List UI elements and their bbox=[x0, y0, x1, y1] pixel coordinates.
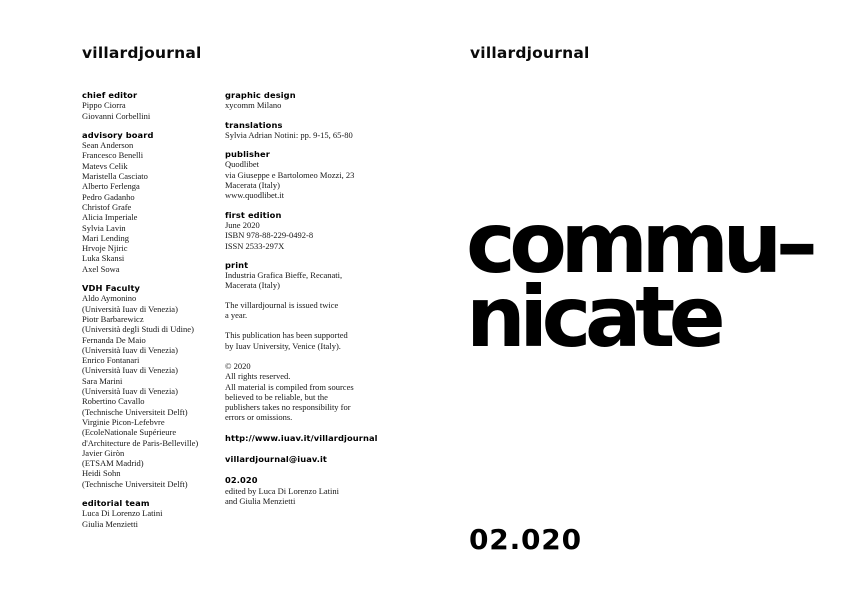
section-first-edition bbox=[225, 210, 403, 251]
support-note bbox=[225, 330, 403, 351]
section-lines bbox=[225, 270, 403, 291]
issue-title-line-2: nicate bbox=[466, 268, 720, 366]
text-line: Francesco Benelli bbox=[82, 150, 144, 161]
text-line: Pedro Gadanho bbox=[82, 191, 135, 202]
section-heading: translations bbox=[225, 119, 283, 130]
text-line: Christof Grafe bbox=[82, 201, 132, 212]
text-line: (Università Iuav di Venezia) bbox=[82, 386, 178, 397]
text-line: Giovanni Corbellini bbox=[82, 110, 151, 121]
text-line: edited by Luca Di Lorenzo Latini bbox=[225, 485, 339, 496]
section-publisher bbox=[225, 149, 403, 200]
right-page-brand-wordmark: villardjournal bbox=[470, 44, 590, 62]
section-lines bbox=[82, 100, 224, 121]
section-heading: chief editor bbox=[82, 90, 138, 100]
left-page-brand-wordmark: villardjournal bbox=[82, 44, 202, 62]
text-line: (Università degli Studi di Udine) bbox=[82, 324, 194, 335]
section-lines bbox=[82, 508, 224, 529]
text-line: (Università Iuav di Venezia) bbox=[82, 365, 178, 376]
text-line: (EcoleNationale Supérieure bbox=[82, 427, 177, 438]
text-line: Fernanda De Maio bbox=[82, 334, 146, 345]
text-line: Matevs Celik bbox=[82, 160, 128, 171]
section-heading: publisher bbox=[225, 149, 270, 160]
issue-number: 02.020 bbox=[469, 523, 582, 556]
section-lines bbox=[225, 100, 403, 110]
section-heading: first edition bbox=[225, 209, 282, 220]
section-lines bbox=[225, 159, 403, 200]
text-line: Industria Grafica Bieffe, Recanati, bbox=[225, 270, 343, 281]
issue-title bbox=[466, 194, 812, 366]
text-line: Pippo Ciorra bbox=[82, 100, 126, 111]
text-line: Quodlibet bbox=[225, 159, 259, 170]
text-line: Javier Giròn bbox=[82, 447, 125, 458]
text-line: Mari Lending bbox=[82, 232, 129, 243]
text-line: Virginie Picon-Lefebvre bbox=[82, 416, 165, 427]
issue-label: 02.020 bbox=[225, 475, 258, 486]
section-lines bbox=[82, 140, 224, 274]
text-line: by Iuav University, Venice (Italy). bbox=[225, 340, 341, 351]
text-line: (Università Iuav di Venezia) bbox=[82, 344, 178, 355]
text-line: (Università Iuav di Venezia) bbox=[82, 303, 178, 314]
text-line: All rights reserved. bbox=[225, 371, 291, 382]
text-line: a year. bbox=[225, 310, 248, 321]
text-line: Macerata (Italy) bbox=[225, 280, 280, 291]
section-print bbox=[225, 260, 403, 291]
text-line: Sara Marini bbox=[82, 375, 123, 386]
section-lines bbox=[82, 293, 224, 489]
text-line: believed to be reliable, but the bbox=[225, 391, 328, 402]
section-chief-editor bbox=[82, 90, 224, 121]
text-line: This publication has been supported bbox=[225, 330, 348, 341]
section-heading: advisory board bbox=[82, 129, 154, 140]
section-translations bbox=[225, 120, 403, 141]
text-line: Giulia Menzietti bbox=[82, 518, 138, 529]
text-line: ISBN 978-88-229-0492-8 bbox=[225, 230, 314, 241]
text-line: publishers takes no responsibility for bbox=[225, 402, 351, 413]
journal-email: villardjournal@iuav.it bbox=[225, 454, 328, 465]
text-line: June 2020 bbox=[225, 219, 260, 230]
text-line: The villardjournal is issued twice bbox=[225, 299, 339, 310]
text-line: d'Architecture de Paris-Belleville) bbox=[82, 437, 199, 448]
issue-title-line-1: commu– bbox=[466, 194, 812, 292]
section-heading: editorial team bbox=[82, 497, 150, 508]
text-line: Enrico Fontanari bbox=[82, 355, 140, 366]
text-line: www.quodlibet.it bbox=[225, 190, 284, 201]
section-lines bbox=[225, 220, 403, 251]
text-line: Macerata (Italy) bbox=[225, 180, 280, 191]
text-line: Sean Anderson bbox=[82, 140, 134, 151]
text-line: Maristella Casciato bbox=[82, 171, 148, 182]
text-line: Sylvia Adrian Notini: pp. 9-15, 65-80 bbox=[225, 129, 353, 140]
section-heading: VDH Faculty bbox=[82, 283, 141, 294]
text-line: Luka Skansi bbox=[82, 253, 125, 264]
section-heading: graphic design bbox=[225, 90, 296, 100]
text-line: Sylvia Lavin bbox=[82, 222, 126, 233]
text-line: Aldo Aymonino bbox=[82, 293, 137, 304]
text-line: via Giuseppe e Bartolomeo Mozzi, 23 bbox=[225, 169, 355, 180]
section-heading: print bbox=[225, 259, 249, 270]
text-line: and Giulia Menzietti bbox=[225, 495, 296, 506]
text-line: (ETSAM Madrid) bbox=[82, 458, 144, 469]
text-line: Luca Di Lorenzo Latini bbox=[82, 508, 163, 519]
text-line: xycomm Milano bbox=[225, 100, 282, 111]
text-line: Heidi Sohn bbox=[82, 468, 121, 479]
text-line: (Technische Universiteit Delft) bbox=[82, 406, 188, 417]
text-line: ISSN 2533-297X bbox=[225, 240, 285, 251]
text-line: Hrvoje Njiric bbox=[82, 243, 128, 254]
journal-website-url: http://www.iuav.it/villardjournal bbox=[225, 432, 378, 443]
text-line: Piotr Barbarewicz bbox=[82, 313, 144, 324]
section-issue-credits bbox=[225, 475, 403, 506]
text-line: Axel Sowa bbox=[82, 263, 120, 274]
text-line: (Technische Universiteit Delft) bbox=[82, 478, 188, 489]
text-line: Alicia Imperiale bbox=[82, 212, 138, 223]
text-line: All material is compiled from sources bbox=[225, 381, 354, 392]
credits-column bbox=[82, 90, 224, 529]
copyright-note bbox=[225, 361, 403, 423]
text-line: Robertino Cavallo bbox=[82, 396, 145, 407]
text-line: errors or omissions. bbox=[225, 412, 293, 423]
section-editorial-team bbox=[82, 498, 224, 529]
text-line: Alberto Ferlenga bbox=[82, 181, 140, 192]
issuance-note bbox=[225, 300, 403, 321]
text-line: © 2020 bbox=[225, 360, 251, 371]
section-lines bbox=[225, 486, 403, 507]
section-advisory-board bbox=[82, 130, 224, 274]
section-vdh-faculty bbox=[82, 283, 224, 489]
section-graphic-design bbox=[225, 90, 403, 111]
section-lines bbox=[225, 130, 403, 140]
imprint-column bbox=[225, 90, 403, 506]
